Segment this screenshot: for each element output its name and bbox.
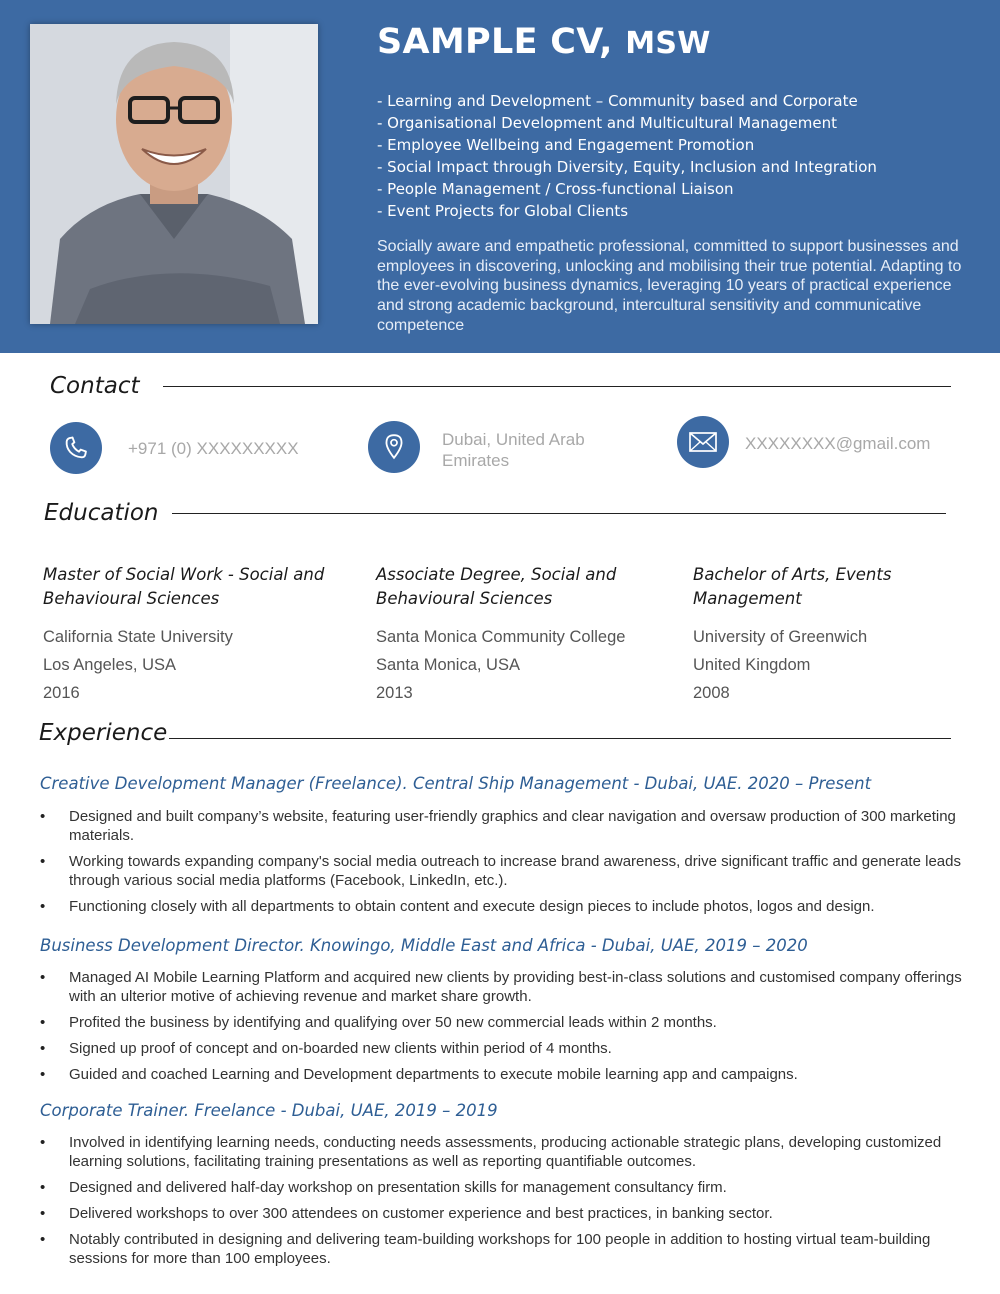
job-bullet: • Functioning closely with all departments to obtain content and execute design pieces to include photos, logos and design. [40, 897, 965, 916]
phone-number[interactable]: +971 (0) XXXXXXXXX [128, 439, 299, 458]
location-pin-icon [381, 433, 407, 461]
cv-title [377, 22, 711, 62]
specialty-item: - Learning and Development – Community based and Corporate [377, 92, 858, 110]
specialties-list [377, 90, 877, 222]
job-title: Creative Development Manager (Freelance). Central Ship Management - Dubai, UAE. 2020 – Present [40, 774, 872, 793]
education-divider [172, 513, 946, 514]
specialty-item: - Employee Wellbeing and Engagement Promotion [377, 136, 755, 154]
contact-divider [163, 386, 951, 387]
school-name: University of Greenwich [693, 628, 868, 646]
location-icon-badge [368, 421, 420, 473]
job-bullet: • Involved in identifying learning needs, conducting needs assessments, producing actionable strategic plans, developing customized learning solutions, facilitating training presentations as well as reporting quantifiable outcomes. [40, 1133, 965, 1171]
profile-summary: Socially aware and empathetic professional, committed to support businesses and employees in discovering, unlocking and mobilising their true potential. Adapting to the ever-evolving business dynamics, leveraging 10 years of practical experience and strong academic background, intercultural sensitivity and communicative competence [377, 238, 962, 334]
job-bullet: • Working towards expanding company's social media outreach to increase brand awareness, drive significant traffic and generate leads through various social media platforms (Facebook, LinkedIn, etc.). [40, 852, 965, 890]
job-bullet: • Designed and built company’s website, featuring user-friendly graphics and clear navigation and oversaw production of 300 marketing materials. [40, 807, 965, 845]
education-item [693, 563, 953, 707]
degree-title: Master of Social Work - Social and Behavioural Sciences [43, 565, 325, 608]
email-icon-badge [677, 416, 729, 468]
location-text: Dubai, United Arab Emirates [442, 430, 585, 470]
portrait-illustration [30, 24, 318, 324]
email-address[interactable]: XXXXXXXX@gmail.com [745, 434, 931, 453]
job-bullet: • Managed AI Mobile Learning Platform and acquired new clients by providing best-in-class solutions and customised company offerings with an ulterior motive of achieving revenue and market share growth. [40, 968, 965, 1006]
header-band [0, 0, 1000, 353]
job-bullets [40, 1133, 965, 1275]
degree-title: Bachelor of Arts, Events Management [693, 565, 892, 608]
envelope-icon [688, 431, 718, 453]
phone-icon [62, 434, 90, 462]
specialty-item: - Organisational Development and Multicultural Management [377, 114, 837, 132]
graduation-year: 2016 [43, 684, 80, 702]
school-name: Santa Monica Community College [376, 628, 626, 646]
education-item [376, 563, 666, 707]
contact-heading: Contact [50, 373, 140, 399]
job-bullet: • Designed and delivered half-day workshop on presentation skills for management consultancy firm. [40, 1178, 965, 1197]
school-location: Los Angeles, USA [43, 656, 176, 674]
profile-photo [30, 24, 318, 324]
phone-icon-badge [50, 422, 102, 474]
education-heading: Education [44, 500, 159, 526]
job-title: Business Development Director. Knowingo, Middle East and Africa - Dubai, UAE, 2019 – 2020 [40, 936, 808, 955]
degree-title: Associate Degree, Social and Behavioural Sciences [376, 565, 617, 608]
job-bullet: • Delivered workshops to over 300 attendees on customer experience and best practices, in banking sector. [40, 1204, 965, 1223]
job-bullets [40, 968, 965, 1091]
experience-heading: Experience [39, 720, 168, 746]
cv-name: SAMPLE CV, [377, 22, 626, 62]
job-bullet: • Notably contributed in designing and delivering team-building workshops for 100 people in addition to hosting virtual team-building sessions for more than 100 employees. [40, 1230, 965, 1268]
experience-divider [169, 738, 951, 739]
specialty-item: - Event Projects for Global Clients [377, 202, 629, 220]
school-location: Santa Monica, USA [376, 656, 520, 674]
education-item [43, 563, 333, 707]
job-bullet: • Signed up proof of concept and on-boarded new clients within period of 4 months. [40, 1039, 965, 1058]
specialty-item: - People Management / Cross-functional Liaison [377, 180, 734, 198]
cv-credential: MSW [625, 26, 711, 61]
school-location: United Kingdom [693, 656, 811, 674]
graduation-year: 2013 [376, 684, 413, 702]
job-bullets [40, 807, 965, 923]
job-bullet: • Profited the business by identifying and qualifying over 50 new commercial leads within 2 months. [40, 1013, 965, 1032]
job-bullet: • Guided and coached Learning and Development departments to execute mobile learning app and campaigns. [40, 1065, 965, 1084]
graduation-year: 2008 [693, 684, 730, 702]
job-title: Corporate Trainer. Freelance - Dubai, UAE, 2019 – 2019 [40, 1101, 498, 1120]
school-name: California State University [43, 628, 233, 646]
specialty-item: - Social Impact through Diversity, Equity, Inclusion and Integration [377, 158, 877, 176]
